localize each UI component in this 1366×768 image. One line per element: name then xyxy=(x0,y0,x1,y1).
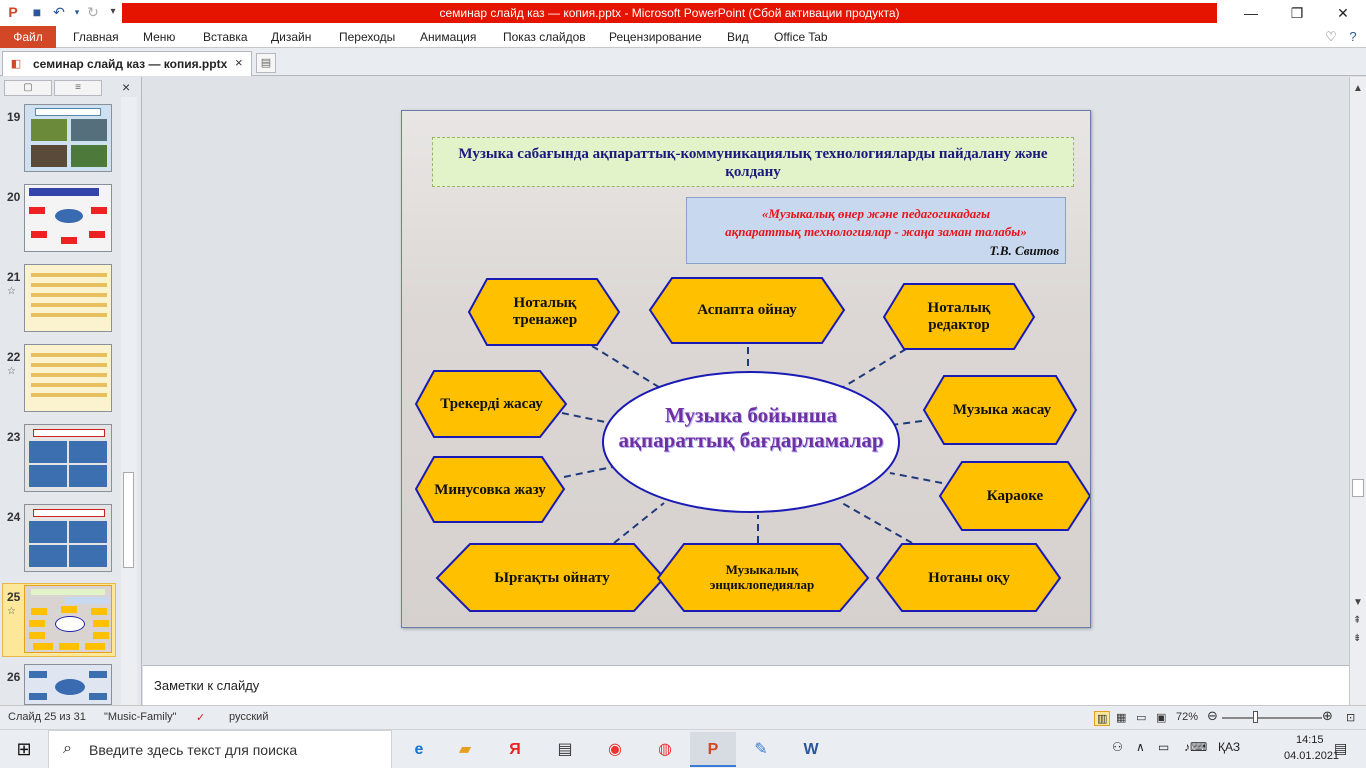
taskbar-search[interactable] xyxy=(48,730,392,768)
zoom-slider[interactable] xyxy=(1222,717,1322,719)
outline-tab-icon[interactable]: ≡ xyxy=(54,80,102,96)
ribbon-collapse-icon[interactable]: ♡ xyxy=(1325,29,1337,44)
slide-thumbnail-21[interactable] xyxy=(24,264,112,332)
tab-office-tab[interactable]: Office Tab xyxy=(774,30,828,44)
connector-line xyxy=(562,413,610,423)
connector-line xyxy=(592,346,662,389)
hexagon-label[interactable]: Ноталық тренажер xyxy=(512,295,578,328)
yandex-icon[interactable]: Я xyxy=(509,741,521,758)
powerpoint-app-icon: P xyxy=(8,4,18,20)
windows-taskbar xyxy=(0,729,1366,768)
hexagon-label[interactable]: Ноталық редактор xyxy=(927,300,991,333)
tab-file[interactable]: Файл xyxy=(0,26,56,48)
tray-expand-icon[interactable]: ∧ xyxy=(1136,740,1145,754)
zoom-in-icon[interactable]: ⊕ xyxy=(1322,708,1333,723)
reading-view-icon[interactable]: ▭ xyxy=(1136,712,1147,724)
connector-line xyxy=(842,503,912,543)
hexagon-label[interactable]: Ырғақты ойнату xyxy=(494,569,610,586)
connector-line xyxy=(840,349,906,389)
scroll-up-icon[interactable]: ▲ xyxy=(1353,83,1363,94)
tab-menu[interactable]: Меню xyxy=(143,30,176,44)
tab-design[interactable]: Дизайн xyxy=(271,30,312,44)
tray-touch-keyboard-icon[interactable]: ⌨ xyxy=(1190,740,1208,754)
input-language[interactable]: ҚАЗ xyxy=(1218,740,1241,754)
search-placeholder: Введите здесь текст для поиска xyxy=(89,742,298,758)
thumbnail-number: 22 xyxy=(7,350,21,364)
notifications-icon[interactable]: ▤ xyxy=(1334,740,1348,756)
chrome-profile-icon[interactable]: ◍ xyxy=(658,741,672,758)
notes-placeholder[interactable]: Заметки к слайду xyxy=(154,678,260,693)
thumbnail-number: 21 xyxy=(7,270,21,284)
thumbnail-number: 25 xyxy=(7,590,21,604)
animation-star-icon: ☆ xyxy=(7,606,16,617)
title-bar xyxy=(0,0,1366,26)
spellcheck-icon[interactable]: ✓ xyxy=(196,712,206,724)
ribbon-tabs xyxy=(0,26,1366,48)
document-tab-label: семинар слайд каз — копия.pptx xyxy=(33,57,228,71)
tab-slideshow[interactable]: Показ слайдов xyxy=(503,30,586,44)
edge-icon[interactable]: e xyxy=(414,741,424,758)
slide-title[interactable]: Музыка сабағында ақпараттық-коммуникациялық технологияларды пайдалану және қолдану xyxy=(432,137,1074,187)
slide-thumbnail-20[interactable] xyxy=(24,184,112,252)
center-topic-label[interactable]: Музыка бойынша ақпараттық бағдарламалар xyxy=(618,403,884,452)
thumbnail-number: 19 xyxy=(7,110,21,124)
document-tab[interactable] xyxy=(2,51,252,76)
hexagon-label[interactable]: Нотаны оқу xyxy=(928,569,1010,586)
hexagon-label[interactable]: Аспапта ойнау xyxy=(697,301,797,318)
hexagon-label[interactable]: Караоке xyxy=(986,487,1044,504)
redo-icon[interactable]: ↻ xyxy=(87,4,99,20)
slide-sorter-icon[interactable]: ▦ xyxy=(1116,712,1127,724)
thumbnail-panel-header xyxy=(0,77,142,97)
slide-thumbnail-panel xyxy=(0,77,142,705)
notes-pane[interactable] xyxy=(143,665,1349,705)
hexagon-label[interactable]: Трекерді жасау xyxy=(440,395,543,412)
quote-author: Т.В. Свитов xyxy=(989,243,1059,258)
slideshow-view-icon[interactable]: ▣ xyxy=(1156,712,1167,724)
powerpoint-taskbar-icon[interactable]: P xyxy=(690,732,736,767)
clock-time[interactable]: 14:15 xyxy=(1296,734,1324,746)
hexagon-label[interactable]: Музыкалық энциклопедиялар xyxy=(709,562,815,592)
mind-map-diagram xyxy=(402,111,1091,628)
tray-people-icon[interactable]: ⚇ xyxy=(1112,740,1123,754)
slide-counter: Слайд 25 из 31 xyxy=(8,711,86,723)
hexagon-label[interactable]: Минусовка жазу xyxy=(434,481,546,498)
slide-vertical-scrollbar[interactable] xyxy=(1349,77,1366,705)
office-tab-bar xyxy=(0,48,1366,76)
thumbnail-scrollbar-thumb[interactable] xyxy=(123,472,134,568)
tab-transitions[interactable]: Переходы xyxy=(339,30,396,44)
connector-line xyxy=(614,503,664,543)
customize-qat-icon[interactable]: ▾ xyxy=(110,6,116,17)
scroll-down-icon[interactable]: ▼ xyxy=(1353,597,1363,608)
slide-thumbnail-25[interactable] xyxy=(24,585,112,653)
undo-icon[interactable]: ↶ xyxy=(53,4,65,20)
thumbnail-panel-close-icon[interactable]: × xyxy=(122,79,131,95)
slide-thumbnail-23[interactable] xyxy=(24,424,112,492)
tab-insert[interactable]: Вставка xyxy=(203,30,248,44)
fit-to-window-icon[interactable]: ⊡ xyxy=(1346,712,1356,724)
thumbnail-number: 24 xyxy=(7,510,21,524)
previous-slide-icon[interactable]: ⇞ xyxy=(1353,615,1362,626)
zoom-out-icon[interactable]: ⊖ xyxy=(1207,708,1218,723)
slide-thumbnail-19[interactable] xyxy=(24,104,112,172)
connector-line xyxy=(892,421,922,425)
theme-name: "Music-Family" xyxy=(104,711,177,723)
zoom-slider-handle[interactable] xyxy=(1253,711,1258,723)
slide-canvas[interactable] xyxy=(401,110,1091,628)
language-indicator[interactable]: русский xyxy=(229,711,269,723)
normal-view-icon[interactable]: ▥ xyxy=(1094,711,1110,726)
thumbnail-number: 23 xyxy=(7,430,21,444)
vertical-scrollbar-thumb[interactable] xyxy=(1352,479,1364,497)
tray-network-icon[interactable]: ▭ xyxy=(1158,740,1170,754)
connector-line xyxy=(890,473,942,483)
quote-line-2: ақпараттық технологиялар - жаңа заман талабы» xyxy=(725,224,1027,239)
slide-thumbnail-22[interactable] xyxy=(24,344,112,412)
quote-line-1: «Музыкалық өнер және педагогикадағы xyxy=(761,206,991,221)
paint-icon[interactable]: ✎ xyxy=(754,741,768,758)
store-icon[interactable]: ▤ xyxy=(557,741,573,758)
undo-dropdown-icon[interactable]: ▾ xyxy=(74,7,80,17)
tab-animation[interactable]: Анимация xyxy=(420,30,477,44)
minimize-icon[interactable]: — xyxy=(1244,5,1258,21)
window-title: семинар слайд каз — копия.pptx - Microsoft PowerPoint (Сбой активации продукта) xyxy=(122,3,1217,23)
hexagon-label[interactable]: Музыка жасау xyxy=(952,401,1052,418)
slide-thumbnail-26[interactable] xyxy=(24,664,112,705)
thumbnail-number: 26 xyxy=(7,670,21,684)
file-explorer-icon[interactable]: ▰ xyxy=(458,741,472,758)
thumbnail-scrollbar[interactable] xyxy=(121,97,137,705)
search-icon: ⌕ xyxy=(63,740,72,757)
word-icon[interactable]: W xyxy=(803,741,819,758)
new-document-tab-icon[interactable]: ▤ xyxy=(256,53,276,73)
tab-view[interactable]: Вид xyxy=(727,30,749,44)
help-icon[interactable]: ? xyxy=(1349,29,1357,44)
zoom-level[interactable]: 72% xyxy=(1176,711,1199,723)
chrome-icon[interactable]: ◉ xyxy=(608,741,622,758)
status-bar xyxy=(0,705,1366,729)
windows-start-icon[interactable]: ⊞ xyxy=(16,739,32,759)
next-slide-icon[interactable]: ⇟ xyxy=(1353,633,1362,644)
restore-icon[interactable]: ❐ xyxy=(1290,5,1304,21)
thumbnail-number: 20 xyxy=(7,190,21,204)
document-tab-close-icon[interactable]: × xyxy=(235,55,243,70)
slide-thumbnail-24[interactable] xyxy=(24,504,112,572)
clock-date[interactable]: 04.01.2021 xyxy=(1284,750,1340,762)
tab-review[interactable]: Рецензирование xyxy=(609,30,702,44)
save-icon[interactable]: ■ xyxy=(32,4,42,20)
tray-volume-icon[interactable]: ♪ xyxy=(1184,740,1190,754)
connector-line xyxy=(564,467,612,477)
tab-home[interactable]: Главная xyxy=(73,30,119,44)
close-icon[interactable]: ✕ xyxy=(1337,5,1349,21)
pptx-file-icon: ◧ xyxy=(10,58,22,70)
animation-star-icon: ☆ xyxy=(7,366,16,377)
slides-tab-icon[interactable]: ▢ xyxy=(4,80,52,96)
animation-star-icon: ☆ xyxy=(7,286,16,297)
